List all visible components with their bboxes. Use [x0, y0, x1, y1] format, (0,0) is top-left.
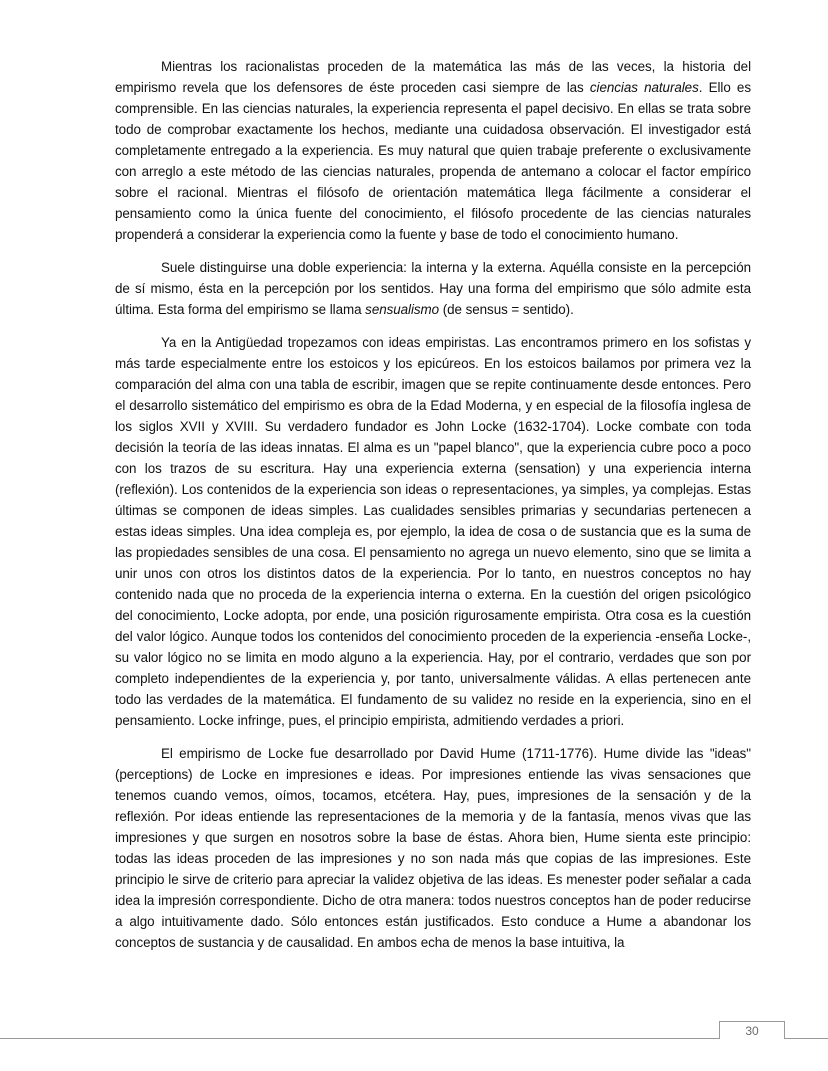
paragraph-1-italic-ciencias-naturales: ciencias naturales	[589, 80, 699, 95]
paragraph-1-text-b: . Ello es comprensible. En las ciencias naturales, la experiencia representa el papel decisivo. En ellas se trata sobre todo de comprobar exactamente los hechos, mediante una cuidadosa observación. El investigador está completamente entregado a la experiencia. Es muy natural que quien trabaje preferente o exclusivamente con arreglo a este método de las ciencias naturales, propenda de antemano a colocar el factor empírico sobre el racional. Mientras el filósofo de orientación matemática llega fácilmente a considerar el pensamiento como la única fuente del conocimiento, el filósofo procedente de las ciencias naturales propenderá a considerar la experiencia como la fuente y base de todo el conocimiento humano.	[115, 80, 751, 242]
paragraph-empiricism-origins	[115, 56, 751, 245]
page-body	[115, 56, 751, 965]
footer-rule	[0, 1038, 828, 1039]
paragraph-2-text-b: (de sensus = sentido).	[439, 302, 574, 317]
paragraph-2-text-a: Suele distinguirse una doble experiencia: la interna y la externa. Aquélla consiste en la percepción de sí mismo, ésta en la percepción por los sentidos. Hay una forma del empirismo que sólo admite esta última. Esta forma del empirismo se llama	[115, 260, 751, 317]
paragraph-locke: Ya en la Antigüedad tropezamos con ideas empiristas. Las encontramos primero en los sofistas y más tarde especialmente entre los estoicos y los epicúreos. En los estoicos bailamos por primera vez la comparación del alma con una tabla de escribir, imagen que se repite continuamente desde entonces. Pero el desarrollo sistemático del empirismo es obra de la Edad Moderna, y en especial de la filosofía inglesa de los siglos XVII y XVIII. Su verdadero fundador es John Locke (1632-1704). Locke combate con toda decisión la teoría de las ideas innatas. El alma es un "papel blanco", que la experiencia cubre poco a poco con los trazos de su escritura. Hay una experiencia externa (sensation) y una experiencia interna (reflexión). Los contenidos de la experiencia son ideas o representaciones, ya simples, ya complejas. Estas últimas se componen de ideas simples. Las cualidades sensibles primarias y secundarias pertenecen a estas ideas simples. Una idea compleja es, por ejemplo, la idea de cosa o de sustancia que es la suma de las propiedades sensibles de una cosa. El pensamiento no agrega un nuevo elemento, sino que se limita a unir unos con otros los distintos datos de la experiencia. Por lo tanto, en nuestros conceptos no hay contenido nada que no proceda de la experiencia interna o externa. En la cuestión del origen psicológico del conocimiento, Locke adopta, por ende, una posición rigurosamente empirista. Otra cosa es la cuestión del valor lógico. Aunque todos los contenidos del conocimiento proceden de la experiencia -enseña Locke-, su valor lógico no se limita en modo alguno a la experiencia. Hay, por el contrario, verdades que son por completo independientes de la experiencia y, por tanto, universalmente válidas. A ellas pertenecen ante todo las verdades de la matemática. El fundamento de su validez no reside en la experiencia, sino en el pensamiento. Locke infringe, pues, el principio empirista, admitiendo verdades a priori.	[115, 335, 751, 728]
paragraph-hume: El empirismo de Locke fue desarrollado por David Hume (1711-1776). Hume divide las "ideas" (perceptions) de Locke en impresiones e ideas. Por impresiones entiende las vivas sensaciones que tenemos cuando vemos, oímos, tocamos, etcétera. Hay, pues, impresiones de la sensación y de la reflexión. Por ideas entiende las representaciones de la memoria y de la fantasía, menos vivas que las impresiones y que surgen en nosotros sobre la base de éstas. Ahora bien, Hume sienta este principio: todas las ideas proceden de las impresiones y no son nada más que copias de las impresiones. Este principio le sirve de criterio para apreciar la validez objetiva de las ideas. Es menester poder señalar a cada idea la impresión correspondiente. Dicho de otra manera: todos nuestros conceptos han de poder reducirse a algo intuitivamente dado. Sólo entonces están justificados. Esto conduce a Hume a abandonar los conceptos de sustancia y de causalidad. En ambos echa de menos la base intuitiva, la	[115, 746, 751, 950]
paragraph-double-experience	[115, 257, 751, 320]
paragraph-2-italic-sensualismo: sensualismo	[365, 302, 440, 317]
paragraph-1-text-a: Mientras los racionalistas proceden de la matemática las más de las veces, la historia del empirismo revela que los defensores de éste proceden casi siempre de las	[115, 59, 751, 95]
page-number: 30	[719, 1021, 785, 1039]
